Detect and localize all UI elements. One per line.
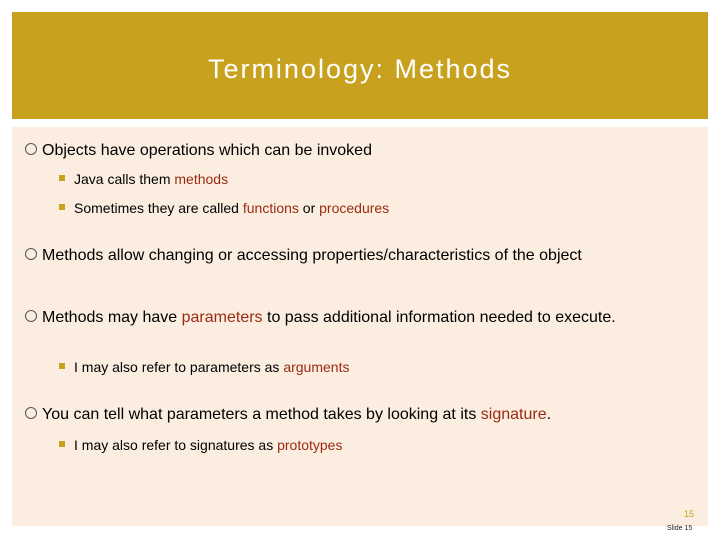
subbullet-sometimes: Sometimes they are called functions or procedures — [74, 199, 389, 217]
bullet-signature: You can tell what parameters a method takes by looking at its signature. — [42, 405, 682, 425]
bullet-circle-icon — [25, 248, 37, 260]
slide-title: Terminology: Methods — [207, 54, 513, 84]
bullet-circle-icon — [25, 143, 37, 155]
bullet-parameters: Methods may have parameters to pass additional information needed to execute. — [42, 308, 652, 328]
bullet-methods-allow: Methods allow changing or accessing properties/characteristics of the object — [42, 246, 682, 266]
term-functions: functions — [242, 200, 299, 216]
term-signature: signature — [480, 406, 547, 423]
subbullet-prototypes: I may also refer to signatures as prototypes — [74, 436, 342, 454]
bullet-square-icon — [59, 204, 65, 210]
term-procedures: procedures — [319, 200, 390, 216]
bullet-objects: Objects have operations which can be invoked — [42, 141, 682, 161]
slide-label: Slide 15 — [667, 525, 693, 532]
subbullet-arguments: I may also refer to parameters as arguments — [74, 358, 349, 376]
title-bar — [12, 12, 708, 119]
page-number: 15 — [684, 509, 695, 519]
term-parameters: parameters — [181, 309, 263, 326]
subbullet-java: Java calls them methods — [74, 170, 228, 188]
bullet-circle-icon — [25, 407, 37, 419]
bullet-square-icon — [59, 441, 65, 447]
term-prototypes: prototypes — [277, 437, 343, 453]
bullet-square-icon — [59, 363, 65, 369]
bullet-circle-icon — [25, 310, 37, 322]
term-arguments: arguments — [283, 359, 350, 375]
term-methods: methods — [174, 171, 229, 187]
bullet-square-icon — [59, 175, 65, 181]
content-area — [12, 127, 708, 526]
